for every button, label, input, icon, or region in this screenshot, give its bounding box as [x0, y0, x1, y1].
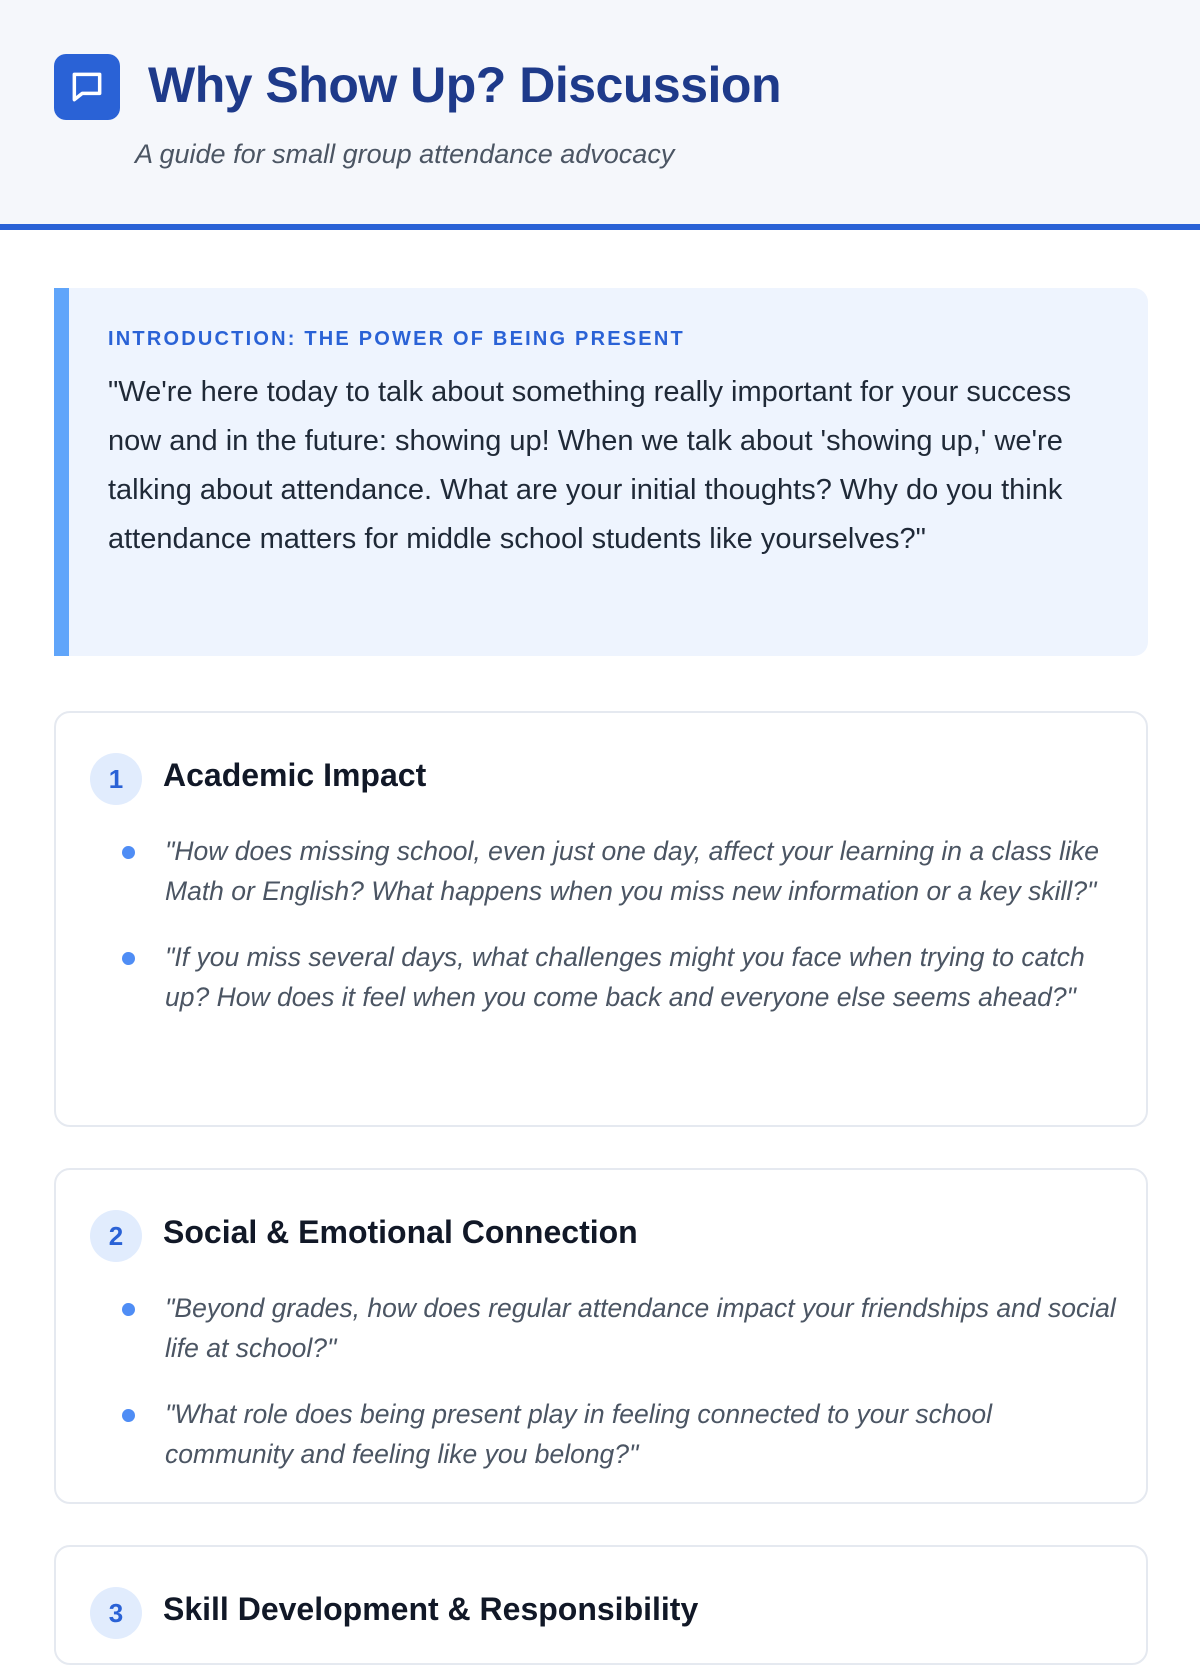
bullet-dot-icon	[122, 1409, 135, 1422]
chat-bubble-icon	[54, 54, 120, 120]
bullet-dot-icon	[122, 1303, 135, 1316]
section-title: Social & Emotional Connection	[163, 1214, 638, 1250]
question-item	[56, 937, 1146, 1017]
question-item	[56, 1288, 1146, 1368]
intro-label: INTRODUCTION: THE POWER OF BEING PRESENT	[108, 328, 685, 350]
bullet-dot-icon	[122, 952, 135, 965]
intro-text: "We're here today to talk about something really important for your success now and in the future: showing up! When we talk about 'showing up,' we're talking about attendance. What are your initial thoughts? Why do you think attendance matters for middle school students like yourselves?"	[108, 376, 1072, 555]
section-card-academic-impact	[54, 711, 1148, 1127]
page-subtitle: A guide for small group attendance advocacy	[135, 139, 675, 169]
question-text: "What role does being present play in feeling connected to your school community and feeling like you belong?"	[165, 1399, 992, 1469]
section-title: Skill Development & Responsibility	[163, 1591, 699, 1627]
section-number-badge: 2	[90, 1210, 142, 1262]
section-card-social-emotional	[54, 1168, 1148, 1504]
page-header	[0, 0, 1200, 230]
question-item	[56, 1394, 1146, 1474]
section-number-badge: 3	[90, 1587, 142, 1639]
bullet-dot-icon	[122, 846, 135, 859]
question-text: "How does missing school, even just one day, affect your learning in a class like Math or English? What happens when you miss new information or a key skill?"	[165, 836, 1099, 906]
question-text: "Beyond grades, how does regular attendance impact your friendships and social life at school?"	[165, 1293, 1116, 1363]
question-list	[56, 831, 1146, 1043]
page-title: Why Show Up? Discussion	[148, 57, 781, 113]
question-list	[56, 1288, 1146, 1500]
question-item	[56, 831, 1146, 911]
section-title: Academic Impact	[163, 757, 427, 793]
intro-accent-bar	[54, 288, 69, 656]
section-number-badge: 1	[90, 753, 142, 805]
intro-callout	[54, 288, 1148, 656]
question-text: "If you miss several days, what challenges might you face when trying to catch up? How does it feel when you come back and everyone else seems ahead?"	[165, 942, 1085, 1012]
section-card-skill-development	[54, 1545, 1148, 1665]
